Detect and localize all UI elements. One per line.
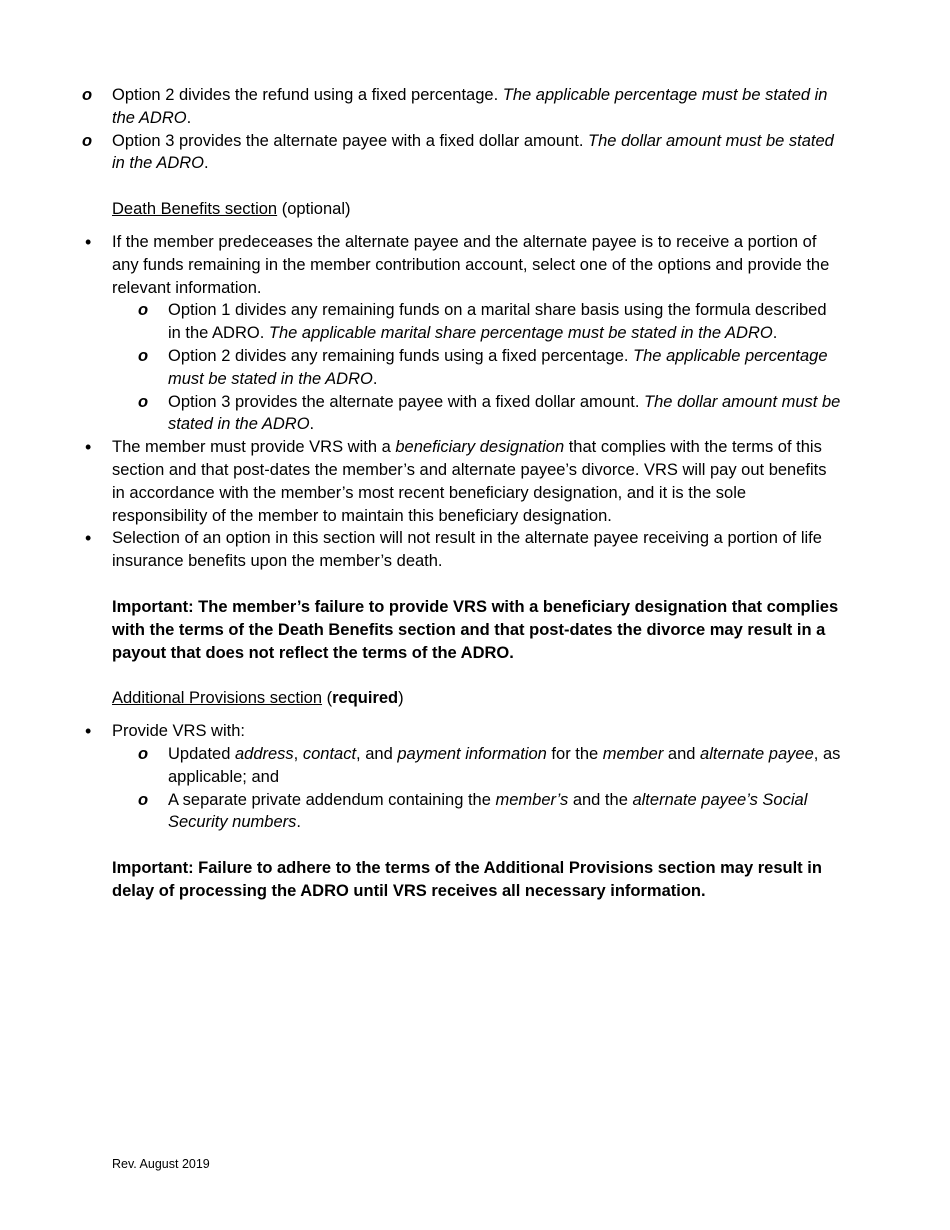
additional-provisions-important-note: Important: Failure to adhere to the terms of the Additional Provisions section may result in delay of processing the ADRO until VRS receives all necessary information.	[112, 859, 822, 900]
list-item: • If the member predeceases the alternate payee and the alternate payee is to receive a portion of any funds remaining in the member contribution account, select one of the options and provide the relevant information. o Option 1 divides any remaining funds on a marital share basis using the formula described in the ADRO. The applicable marital share percentage must be stated in the ADRO. o Option 2 divides any remaining funds using a fixed percentage. The applicable percentage must be stated in the ADRO. o Option 3 provides the alternate payee with a fixed dollar amount. The dollar amount must be stated in the ADRO.	[112, 231, 842, 436]
list-item: o Option 2 divides the refund using a fixed percentage. The applicable percentage must be stated in the ADRO.	[112, 84, 842, 130]
death-benefits-option-list	[112, 299, 842, 436]
list-item: • Selection of an option in this section will not result in the alternate payee receiving a portion of life insurance benefits upon the member’s death.	[112, 527, 842, 573]
additional-provisions-sub-list	[112, 743, 842, 834]
additional-provisions-heading: Additional Provisions section (required)	[112, 689, 404, 708]
list-item: o Option 3 provides the alternate payee with a fixed dollar amount. The dollar amount must be stated in the ADRO.	[112, 130, 842, 176]
list-item: • The member must provide VRS with a beneficiary designation that complies with the terms of this section and that post-dates the member’s and alternate payee’s divorce. VRS will pay out benefits in accordance with the member’s most recent beneficiary designation, and it is the sole responsibility of the member to maintain this beneficiary designation.	[112, 436, 842, 527]
list-item: • Provide VRS with: o Updated address, contact, and payment information for the member and alternate payee, as applicable; and o A separate private addendum containing the member’s and the alternate payee’s Social Security numbers.	[112, 720, 842, 834]
revision-footer: Rev. August 2019	[112, 1157, 210, 1171]
list-item: o A separate private addendum containing the member’s and the alternate payee’s Social Security numbers.	[168, 789, 842, 835]
list-item: o Option 2 divides any remaining funds using a fixed percentage. The applicable percentage must be stated in the ADRO.	[168, 345, 842, 391]
list-item: o Updated address, contact, and payment information for the member and alternate payee, as applicable; and	[168, 743, 842, 789]
additional-provisions-list	[112, 720, 842, 834]
list-item: o Option 3 provides the alternate payee with a fixed dollar amount. The dollar amount must be stated in the ADRO.	[168, 391, 842, 437]
document-page	[112, 84, 842, 903]
death-benefits-important-note: Important: The member’s failure to provide VRS with a beneficiary designation that complies with the terms of the Death Benefits section and that post-dates the divorce may result in a payout that does not reflect the terms of the ADRO.	[112, 597, 839, 662]
death-benefits-heading: Death Benefits section (optional)	[112, 200, 351, 219]
list-item: o Option 1 divides any remaining funds on a marital share basis using the formula described in the ADRO. The applicable marital share percentage must be stated in the ADRO.	[168, 299, 842, 345]
top-option-list	[112, 84, 842, 175]
death-benefits-list	[112, 231, 842, 573]
